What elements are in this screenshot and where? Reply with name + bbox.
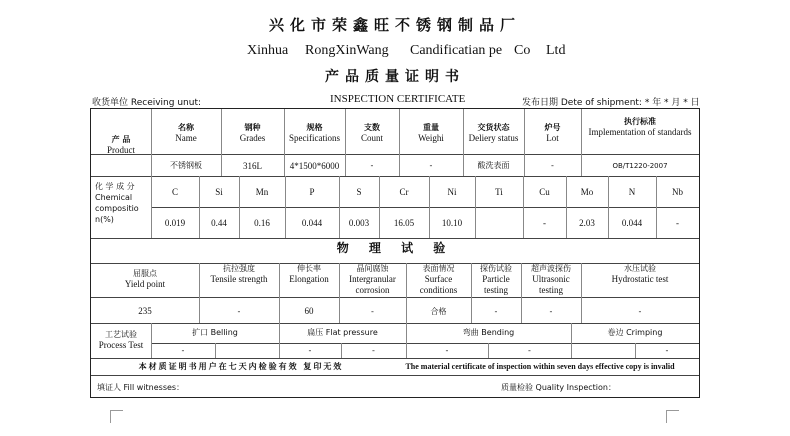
product-spec: 4*1500*6000 <box>289 161 340 171</box>
element-value: 0.044 <box>621 218 643 228</box>
count-header: 支数 Count <box>360 123 383 143</box>
process-value: - <box>528 346 531 355</box>
document-title: 产品质量证明书 <box>325 69 465 85</box>
company-en-2: RongXinWang <box>305 43 389 58</box>
flat-pressure-header: 扁压 Flat pressure <box>307 328 378 337</box>
shipment-date: 发布日期 Dete of shipment: * 年 * 月 * 日 <box>522 98 700 108</box>
element-value: - <box>543 218 546 228</box>
grades-header: 钢种 Grades <box>239 123 266 143</box>
product-count: - <box>370 161 374 170</box>
tensile-header: 抗拉强度 Tensile strength <box>210 264 268 284</box>
company-en-5: Ltd <box>546 43 566 58</box>
element-symbol: Mo <box>580 187 594 197</box>
chemical-label: 化 学 成 分 Chemical compositio n(%) <box>95 182 139 224</box>
elongation-value: 60 <box>304 306 314 316</box>
ultrasonic-value: - <box>549 307 553 316</box>
intergranular-header: 晶间腐蚀 Intergranular corrosion <box>349 264 396 295</box>
element-symbol: Mn <box>255 187 269 197</box>
crop-mark <box>110 410 123 423</box>
process-test-label: 工艺试验 Process Test <box>98 330 144 350</box>
element-value: 16.05 <box>393 218 415 228</box>
element-symbol: C <box>171 187 178 197</box>
element-value: 0.044 <box>301 218 323 228</box>
element-symbol: Cu <box>539 187 550 197</box>
product-standard: OB/T1220-2007 <box>612 162 668 170</box>
product-delivery: 酸洗表面 <box>477 161 510 170</box>
delivery-header: 交货状态 Deliery status <box>468 123 519 143</box>
surface-header: 表面情况 Surface conditions <box>419 264 458 295</box>
yield-header: 屈服点 Yield point <box>124 269 166 289</box>
particle-value: - <box>494 307 498 316</box>
company-en-1: Xinhua <box>247 43 289 58</box>
yield-value: 235 <box>138 306 152 316</box>
element-symbol: Si <box>215 187 223 197</box>
certificate-table <box>90 108 700 398</box>
element-value: 0.003 <box>348 218 370 228</box>
spec-header: 规格 Specifications <box>289 123 340 143</box>
product-grade: 316L <box>243 161 262 171</box>
notice-cn: 本材质证明书用户在七天内检验有效 复印无效 <box>138 362 344 371</box>
lot-header: 炉号 Lot <box>544 123 561 143</box>
process-value: - <box>665 346 669 355</box>
company-en-3: Candificatian pe <box>410 43 503 58</box>
crimping-header: 卷边 Crimping <box>607 328 663 337</box>
belling-header: 扩口 Belling <box>192 328 238 337</box>
elongation-header: 伸长率 Elongation <box>289 264 329 284</box>
tensile-value: - <box>237 307 241 316</box>
fill-witness: 填证人 Fill witnesses： <box>97 383 185 392</box>
product-lot: - <box>551 161 554 170</box>
element-symbol: Nb <box>672 187 683 197</box>
element-value: 0.44 <box>211 218 227 228</box>
element-symbol: N <box>628 187 636 197</box>
company-en-4: Co <box>514 43 531 58</box>
crop-mark <box>666 410 679 423</box>
intergranular-value: - <box>371 307 374 316</box>
element-value: 2.03 <box>579 218 595 228</box>
product-label: 产 品 Product <box>107 135 135 155</box>
surface-value: 合格 <box>430 307 447 316</box>
certificate-label: INSPECTION CERTIFICATE <box>330 93 466 105</box>
company-name-cn: 兴化市荣鑫旺不锈钢制品厂 <box>268 16 521 34</box>
process-value: - <box>308 346 312 355</box>
element-symbol: Ti <box>495 187 503 197</box>
name-header: 名称 Name <box>175 123 197 143</box>
physical-test-title: 物 理 试 验 <box>336 241 454 255</box>
product-weight: - <box>429 161 433 170</box>
process-value: - <box>372 346 375 355</box>
standard-header: 执行标准 Implementation of standards <box>588 117 692 137</box>
bending-header: 弯曲 Bending <box>462 328 515 337</box>
quality-inspection: 质量检验 Quality Inspection： <box>501 383 616 392</box>
notice-en: The material certificate of inspection within seven days effective copy is invalid <box>405 362 675 371</box>
element-symbol: P <box>309 187 315 197</box>
element-symbol: S <box>356 187 362 197</box>
element-value: - <box>676 218 679 228</box>
element-value: 0.019 <box>164 218 186 228</box>
hydrostatic-value: - <box>638 307 642 316</box>
element-symbol: Ni <box>447 187 457 197</box>
weight-header: 重量 Weighi <box>418 123 444 143</box>
element-value: 10.10 <box>441 218 463 228</box>
particle-header: 探伤试验 Particle testing <box>480 264 512 295</box>
ultrasonic-header: 超声波探伤 Ultrasonic testing <box>531 264 571 295</box>
process-value: - <box>181 346 185 355</box>
element-symbol: Cr <box>399 187 409 197</box>
receiving-unit: 收货单位 Receiving unut: <box>92 98 202 108</box>
product-name: 不锈钢板 <box>170 161 202 170</box>
hydrostatic-header: 水压试验 Hydrostatic test <box>611 264 669 284</box>
element-value: 0.16 <box>254 218 270 228</box>
process-value: - <box>445 346 449 355</box>
